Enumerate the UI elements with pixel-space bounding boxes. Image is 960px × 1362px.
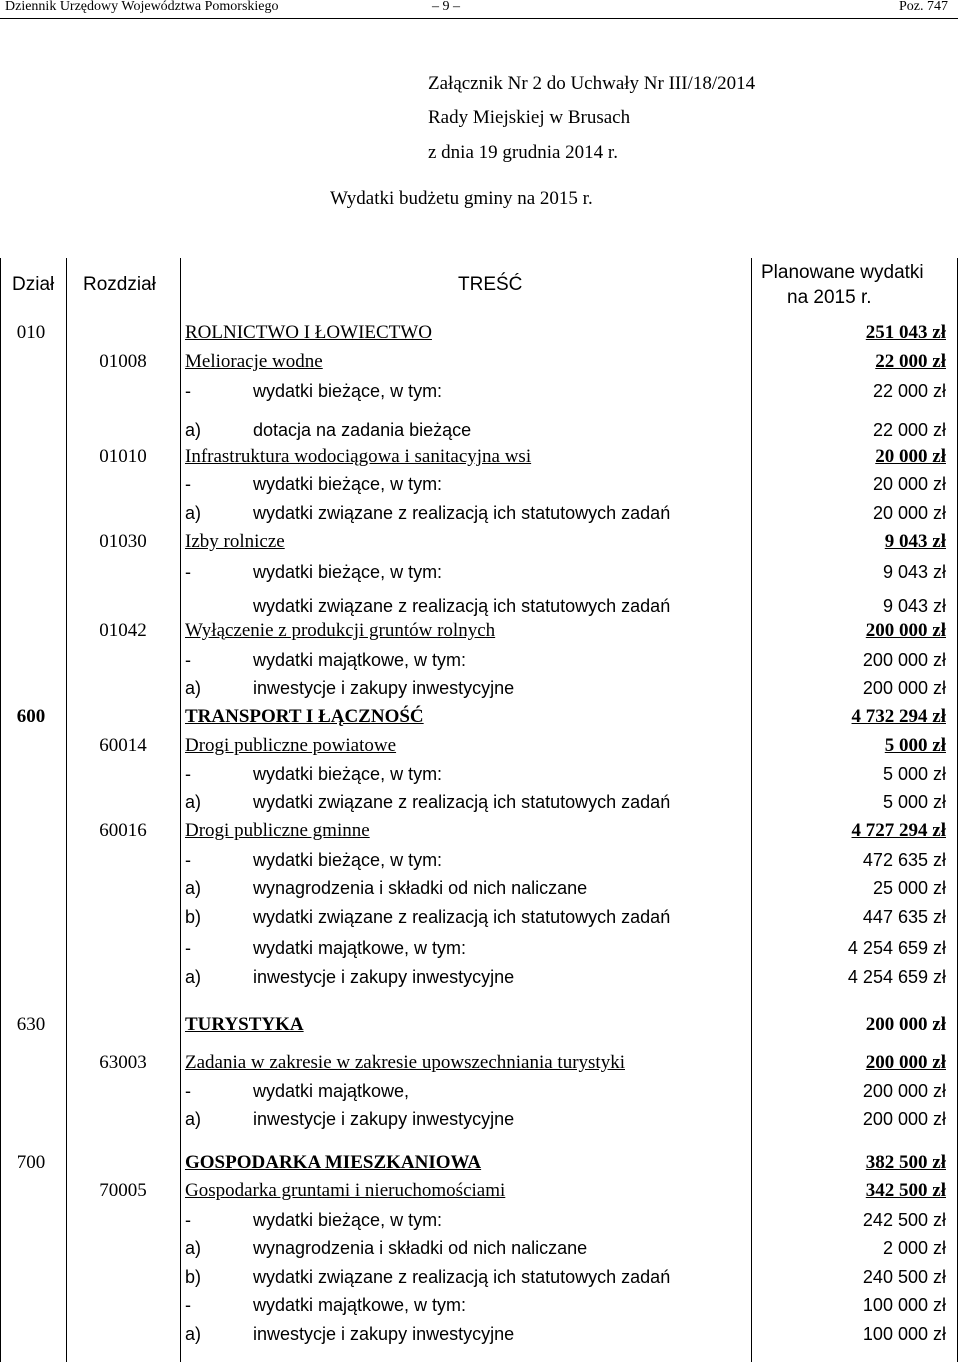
row-text: inwestycje i zakupy inwestycyjne [253,1109,515,1129]
header-divider [0,18,958,19]
row-prefix: b) [185,907,202,927]
row-text: wydatki majątkowe, w tym: [253,938,467,958]
row-text: TURYSTYKA [185,1014,304,1035]
table-row [0,1049,958,1077]
row-description [185,1206,442,1234]
table-row [0,1320,958,1348]
row-text: Wyłączenie z produkcji gruntów rolnych [185,620,496,641]
table-row [0,1149,958,1177]
row-amount: 20 000 zł [872,474,946,494]
row-amount: 242 500 zł [862,1210,946,1230]
row-amount: 22 000 zł [875,351,946,372]
row-text: wydatki majątkowe, w tym: [253,1295,467,1315]
table-row [0,703,958,731]
row-text: wydatki bieżące, w tym: [253,562,443,582]
row-text: wydatki związane z realizacją ich statutowych zadań [253,503,671,523]
row-text: Zadania w zakresie w zakresie upowszechniania turystyki [185,1052,625,1073]
table-row [0,1011,958,1039]
table-row [0,788,958,816]
table-row [0,846,958,874]
row-amount: 100 000 zł [862,1295,946,1315]
table-row [0,934,958,962]
row-prefix: a) [185,792,202,812]
row-amount: 20 000 zł [872,503,946,523]
row-amount: 200 000 zł [865,1052,946,1073]
row-description [185,470,442,498]
row-prefix: a) [185,1109,202,1129]
row-amount: 9 043 zł [882,562,946,582]
row-amount: 5 000 zł [884,735,946,756]
row-text: GOSPODARKA MIESZKANIOWA [185,1152,482,1173]
row-amount: 200 000 zł [862,1081,946,1101]
row-prefix: - [185,474,191,494]
dzial-code: 010 [16,322,46,343]
row-text: wydatki majątkowe, w tym: [253,650,467,670]
row-text: Gospodarka gruntami i nieruchomościami [185,1180,506,1201]
row-prefix: - [185,381,191,401]
row-description [185,674,514,702]
table-row [0,499,958,527]
row-amount: 382 500 zł [865,1152,946,1173]
row-amount: 447 635 zł [862,907,946,927]
row-description [185,1011,304,1039]
header-rozdzial: Rozdział [83,274,156,295]
header-dzial: Dział [12,274,55,295]
row-prefix: - [185,1210,191,1230]
row-amount: 342 500 zł [865,1180,946,1201]
row-prefix: a) [185,1324,202,1344]
row-description [185,1105,514,1133]
table-row [0,348,958,376]
row-amount: 4 732 294 zł [851,706,946,727]
row-description [185,319,432,347]
table-row [0,732,958,760]
row-description [185,934,466,962]
rozdzial-code: 70005 [99,1180,147,1201]
document-title: Wydatki budżetu gminy na 2015 r. [330,188,593,209]
row-text: dotacja na zadania bieżące [253,420,472,440]
table-row [0,874,958,902]
row-description [185,1263,670,1291]
row-description [185,963,514,991]
row-description [185,617,495,645]
row-text: Drogi publiczne powiatowe [185,735,397,756]
table-row [0,592,958,620]
table-row [0,443,958,471]
row-description [185,1291,466,1319]
row-text: wydatki związane z realizacją ich statutowych zadań [253,596,671,616]
table-row [0,1077,958,1105]
row-text: wynagrodzenia i składki od nich naliczane [253,878,588,898]
row-description [185,443,531,471]
row-description [185,592,670,620]
journal-header [0,0,958,14]
rozdzial-code: 60016 [99,820,147,841]
row-prefix: - [185,562,191,582]
row-text: inwestycje i zakupy inwestycyjne [253,967,515,987]
table-row [0,963,958,991]
row-amount: 5 000 zł [882,792,946,812]
row-prefix: a) [185,1238,202,1258]
table-row [0,470,958,498]
attachment-line-3: z dnia 19 grudnia 2014 r. [428,142,618,163]
rozdzial-code: 01030 [99,531,147,552]
row-description [185,1320,514,1348]
row-prefix: a) [185,678,202,698]
row-amount: 200 000 zł [865,1014,946,1035]
rozdzial-code: 60014 [99,735,147,756]
row-amount: 4 254 659 zł [847,938,946,958]
table-row [0,646,958,674]
row-prefix: a) [185,503,202,523]
rozdzial-code: 63003 [99,1052,147,1073]
row-description [185,416,471,444]
row-description [185,788,670,816]
row-text: wydatki bieżące, w tym: [253,764,443,784]
rozdzial-code: 01042 [99,620,147,641]
attachment-line-1: Załącznik Nr 2 do Uchwały Nr III/18/2014 [428,73,756,94]
row-text: Melioracje wodne [185,351,323,372]
journal-name: Dziennik Urzędowy Województwa Pomorskiego [5,0,279,14]
row-amount: 4 254 659 zł [847,967,946,987]
page-number: – 9 – [432,0,460,14]
row-prefix: - [185,650,191,670]
table-row [0,528,958,556]
table-row [0,1263,958,1291]
row-amount: 200 000 zł [862,1109,946,1129]
row-amount: 200 000 zł [862,650,946,670]
row-text: inwestycje i zakupy inwestycyjne [253,1324,515,1344]
row-description [185,703,424,731]
row-description [185,1177,505,1205]
row-text: wynagrodzenia i składki od nich naliczane [253,1238,588,1258]
table-row [0,1234,958,1262]
row-description [185,846,442,874]
row-amount: 22 000 zł [872,420,946,440]
row-text: wydatki bieżące, w tym: [253,850,443,870]
row-text: TRANSPORT I ŁĄCZNOŚĆ [185,706,424,727]
row-prefix: - [185,1295,191,1315]
row-text: wydatki bieżące, w tym: [253,381,443,401]
row-text: wydatki bieżące, w tym: [253,1210,443,1230]
rozdzial-code: 01008 [99,351,147,372]
header-planned-1: Planowane wydatki [761,262,924,283]
row-description [185,1149,481,1177]
row-description [185,874,587,902]
table-row [0,1291,958,1319]
row-prefix: a) [185,878,202,898]
row-text: wydatki bieżące, w tym: [253,474,443,494]
row-description [185,528,285,556]
header-tresc: TREŚĆ [458,274,523,295]
row-description [185,499,670,527]
row-amount: 9 043 zł [884,531,946,552]
row-amount: 2 000 zł [882,1238,946,1258]
row-prefix: a) [185,420,202,440]
row-prefix: - [185,938,191,958]
row-amount: 5 000 zł [882,764,946,784]
row-prefix: a) [185,967,202,987]
table-row [0,903,958,931]
row-description [185,558,442,586]
table-row [0,1177,958,1205]
row-amount: 200 000 zł [862,678,946,698]
table-row [0,760,958,788]
row-prefix: - [185,764,191,784]
table-row [0,319,958,347]
row-amount: 4 727 294 zł [851,820,946,841]
row-amount: 100 000 zł [862,1324,946,1344]
row-amount: 240 500 zł [862,1267,946,1287]
row-description [185,348,323,376]
row-description [185,903,670,931]
row-text: wydatki związane z realizacją ich statutowych zadań [253,907,671,927]
dzial-code: 630 [16,1014,46,1035]
attachment-line-2: Rady Miejskiej w Brusach [428,107,631,128]
row-amount: 22 000 zł [872,381,946,401]
dzial-code: 700 [16,1152,46,1173]
row-text: wydatki związane z realizacją ich statutowych zadań [253,1267,671,1287]
table-row [0,377,958,405]
table-row [0,1105,958,1133]
table-row [0,617,958,645]
table-row [0,1206,958,1234]
row-amount: 200 000 zł [865,620,946,641]
rozdzial-code: 01010 [99,446,147,467]
row-description [185,817,370,845]
row-description [185,760,442,788]
row-description [185,1234,587,1262]
row-description [185,732,396,760]
row-text: Izby rolnicze [185,531,285,552]
row-description [185,1077,409,1105]
header-planned-2: na 2015 r. [787,287,872,308]
row-description [185,1049,625,1077]
table-row [0,558,958,586]
dzial-code: 600 [16,706,46,727]
row-description [185,377,442,405]
row-text: Infrastruktura wodociągowa i sanitacyjna wsi [185,446,532,467]
row-text: inwestycje i zakupy inwestycyjne [253,678,515,698]
table-row [0,817,958,845]
row-amount: 25 000 zł [872,878,946,898]
row-amount: 472 635 zł [862,850,946,870]
row-text: wydatki związane z realizacją ich statutowych zadań [253,792,671,812]
row-text: ROLNICTWO I ŁOWIECTWO [185,322,432,343]
row-amount: 251 043 zł [865,322,946,343]
row-amount: 20 000 zł [875,446,946,467]
row-amount: 9 043 zł [882,596,946,616]
row-prefix: - [185,850,191,870]
row-text: Drogi publiczne gminne [185,820,370,841]
row-prefix: - [185,1081,191,1101]
table-row [0,416,958,444]
position-number: Poz. 747 [899,0,948,14]
table-row [0,674,958,702]
row-text: wydatki majątkowe, [253,1081,410,1101]
row-prefix: b) [185,1267,202,1287]
row-description [185,646,466,674]
